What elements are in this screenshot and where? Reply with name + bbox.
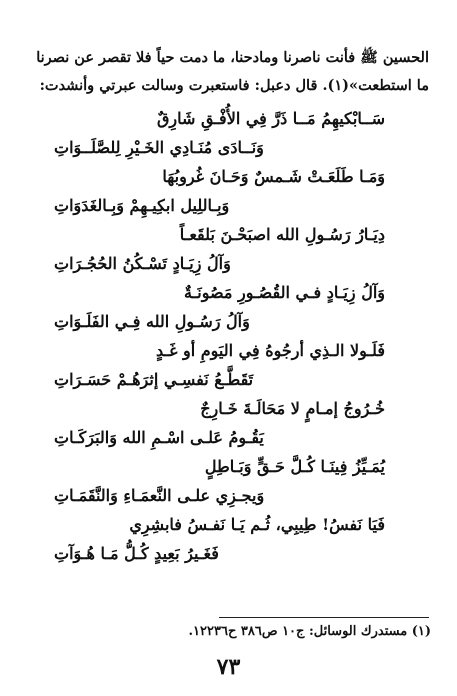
verse-hemistich: فَغَـيرُ بَعِيدٍ كُـلُّ مَـا هُـوَآتِ: [54, 544, 219, 563]
footnote: (١) مستدرك الوسائل: ج١٠ ص٣٨٦ ح١٢٢٣٦.: [188, 624, 431, 639]
verse-hemistich: وَبِـاللِيل ابكِيـهِمْ وَبِـالغَدَوَاتِ: [54, 196, 230, 215]
verse-hemistich: وَآلُ رَسُـولِ الله فِـي الفَلَـوَاتِ: [54, 312, 250, 331]
intro-line-2: ما استطعت»(١). قال دعبل: فاستعبرت وسالت عبرتي وأنشدت:: [39, 77, 429, 94]
verse-hemistich: سَــابْكيهِمُ مَــا ذَرَّ فِي الأُفْـقِ شَارِقٌ: [157, 109, 385, 128]
verse-hemistich: تَقَطَّـعُ نَفسِـي إثرَهُـمْ حَسَـرَاتِ: [54, 370, 254, 389]
page-number: ٧٣: [216, 654, 241, 680]
intro-line-1: الحسين ﷺ فأنت ناصرنا ومادحنا، ما دمت حياً فلا تقصر عن نصرنا: [36, 49, 429, 66]
verse-hemistich: وَيجـزِي علـى النَّعمَـاءِ وَالنَّقَمَـاتِ: [54, 486, 265, 505]
verse-hemistich: خُـرُوجُ إمـامٍ لا مَحَالَـةَ خَـارِجٌ: [200, 399, 385, 418]
verse-hemistich: يُمَـيِّزُ فِينَـا كُـلَّ حَـقٍّ وَبَـاطِلٍ: [204, 457, 385, 476]
verse-hemistich: وَنَــادَى مُنَـادِي الخَـيْرِ لِلصَّلَــوَاتِ: [54, 138, 264, 157]
verse-hemistich: يَقُـومُ عَلـى اسْـمِ الله وَالبَرَكَـاتِ: [54, 428, 264, 447]
footnote-divider: [219, 617, 429, 618]
intro-paragraph: [20, 44, 429, 100]
verse-hemistich: دِيَـارُ رَسُـولِ الله اصبَحْـنَ بَلقَعـاً: [179, 225, 385, 244]
verse-hemistich: فَيَا نَفسُ! طِيبِي، ثُـم يَـا نَفـسُ فابشِرِي: [129, 515, 385, 534]
verse-hemistich: وَآلُ زِيَـادٍ تَسْـكُنُ الحُجُـرَاتِ: [54, 254, 231, 273]
verse-hemistich: فَلَـولا الـذِي أرجُوهُ فِي اليَومِ أو غَـدٍ: [155, 341, 385, 360]
verse-hemistich: وَآلُ زِيَـادٍ فـي القُصُـورِ مَصُونَـةٌ: [183, 283, 385, 302]
verse-hemistich: وَمَـا طَلَعَـتْ شَـمسٌ وَحَـانَ غُروبُهَا: [162, 167, 385, 186]
